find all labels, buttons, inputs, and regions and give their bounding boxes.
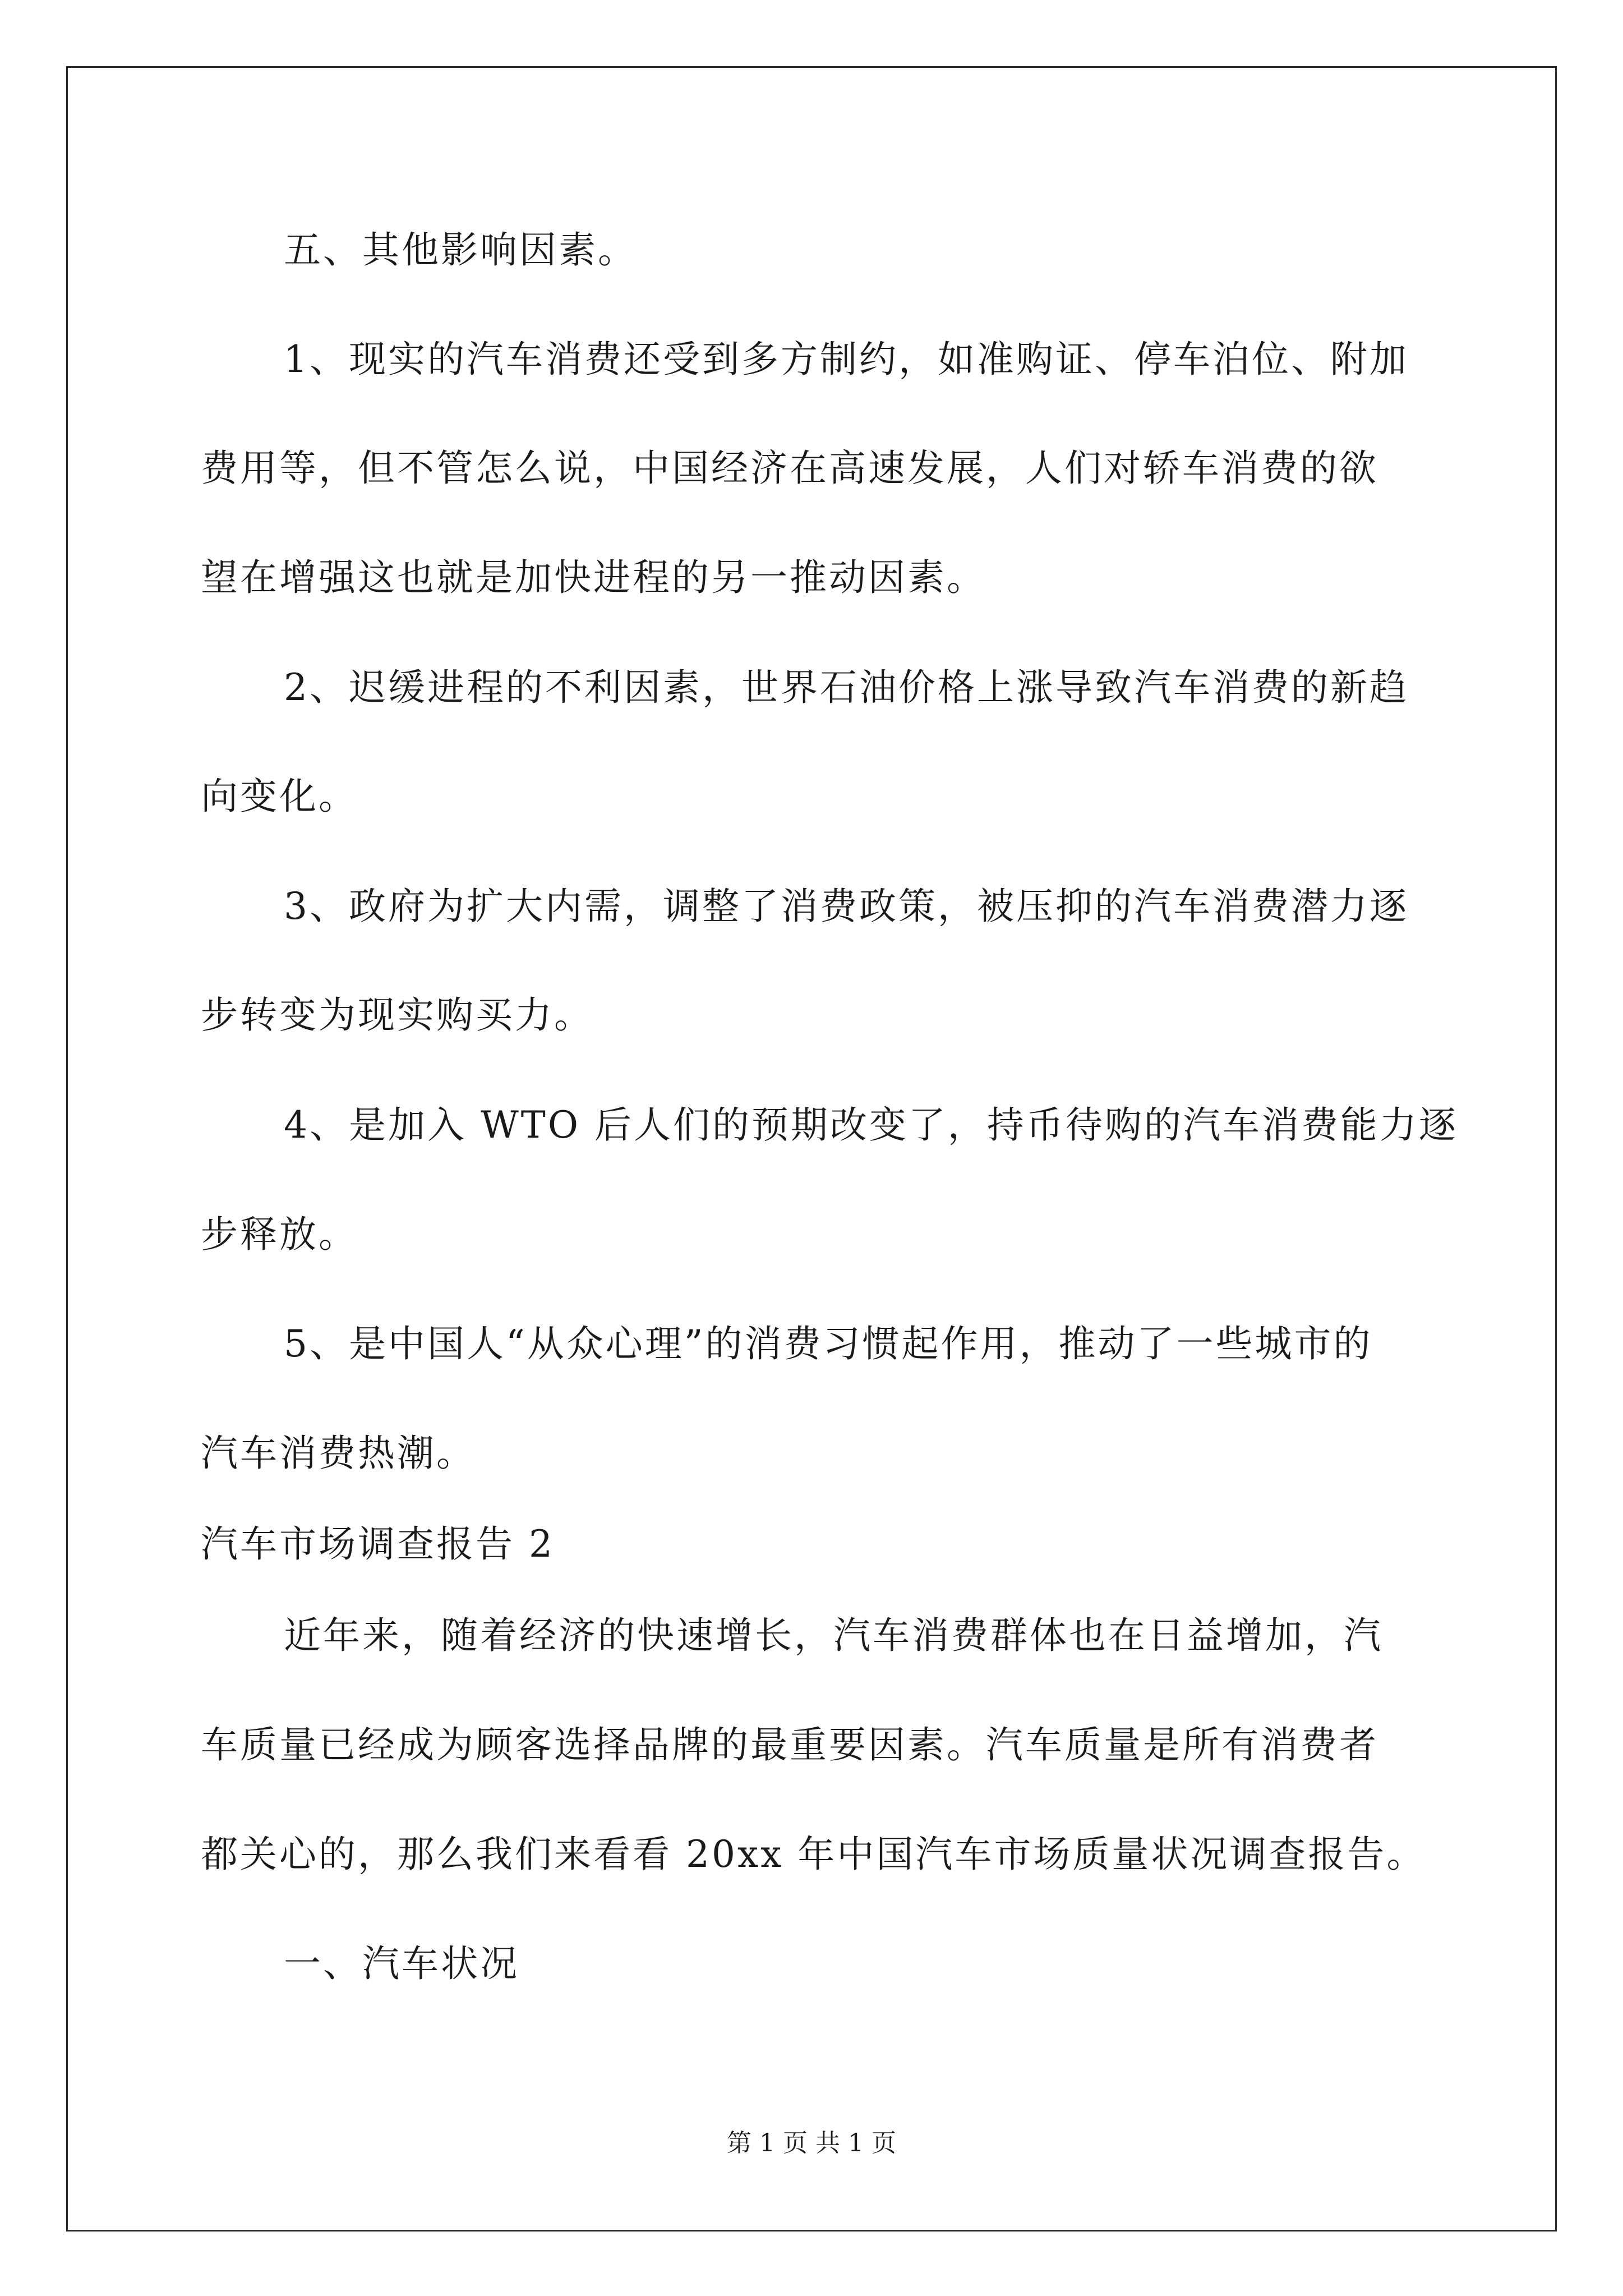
paragraph-line: 都关心的，那么我们来看看 20xx 年中国汽车市场质量状况调查报告。: [201, 1833, 1426, 1876]
page-border: [66, 66, 1557, 2231]
paragraph-line: 向变化。: [201, 775, 358, 818]
paragraph-line: 近年来，随着经济的快速增长，汽车消费群体也在日益增加，汽: [284, 1614, 1383, 1657]
section-heading-other-factors: 五、其他影响因素。: [284, 228, 637, 272]
paragraph-line: 费用等，但不管怎么说，中国经济在高速发展，人们对轿车消费的欲: [201, 447, 1378, 490]
paragraph-line: 步转变为现实购买力。: [201, 993, 593, 1037]
paragraph-line: 1、现实的汽车消费还受到多方制约，如准购证、停车泊位、附加: [284, 338, 1409, 381]
paragraph-line: 汽车消费热潮。: [201, 1432, 476, 1475]
page-number-footer: 第 1 页 共 1 页: [727, 2129, 896, 2157]
paragraph-line: 车质量已经成为顾客选择品牌的最重要因素。汽车质量是所有消费者: [201, 1723, 1378, 1766]
paragraph-line: 步释放。: [201, 1213, 358, 1256]
paragraph-line: 2、迟缓进程的不利因素，世界石油价格上涨导致汽车消费的新趋: [284, 666, 1409, 709]
paragraph-line: 4、是加入 WTO 后人们的预期改变了，持币待购的汽车消费能力逐: [284, 1103, 1458, 1147]
report-title: 汽车市场调查报告 2: [201, 1522, 555, 1566]
paragraph-line: 望在增强这也就是加快进程的另一推动因素。: [201, 556, 986, 599]
paragraph-line: 5、是中国人“从众心理”的消费习惯起作用，推动了一些城市的: [284, 1322, 1373, 1365]
section-heading-car-status: 一、汽车状况: [284, 1942, 519, 1985]
paragraph-line: 3、政府为扩大内需，调整了消费政策，被压抑的汽车消费潜力逐: [284, 885, 1409, 928]
